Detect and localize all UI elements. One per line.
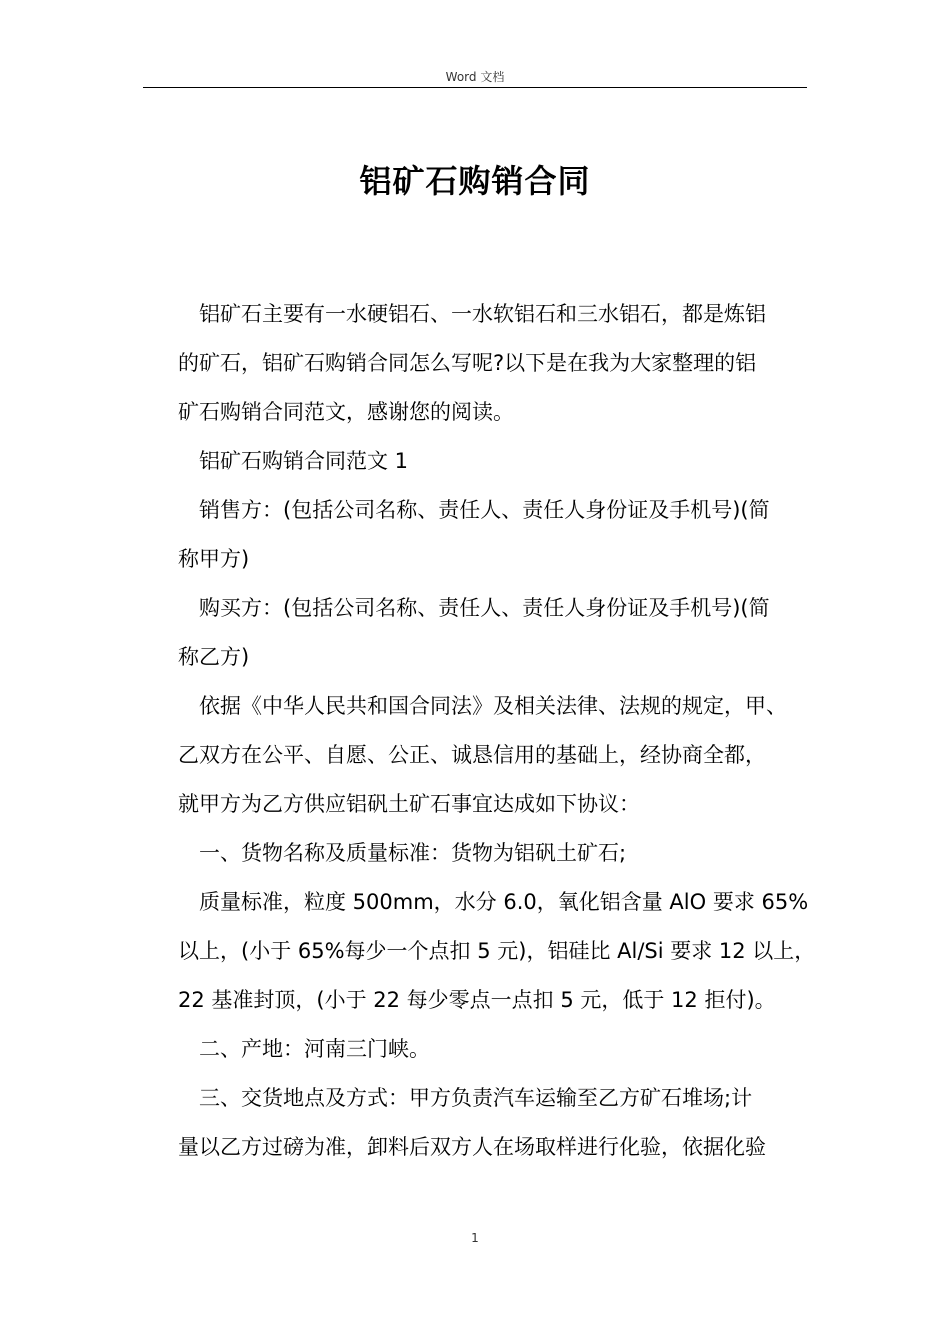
intro-paragraph: 铝矿石主要有一水硬铝石、一水软铝石和三水铝石，都是炼铝 的矿石，铝矿石购销合同怎么写呢?以下是在我为大家整理的铝 矿石购销合同范文，感谢您的阅读。	[178, 302, 766, 424]
page-number: 1	[471, 1231, 479, 1245]
sample-heading: 铝矿石购销合同范文 1	[199, 449, 409, 473]
clause-3-paragraph: 三、交货地点及方式：甲方负责汽车运输至乙方矿石堆场;计 量以乙方过磅为准，卸料后双方人在场取样进行化验，依据化验	[178, 1086, 766, 1159]
document-body	[178, 290, 818, 1172]
document-title: 铝矿石购销合同	[359, 162, 591, 200]
buyer-paragraph: 购买方：(包括公司名称、责任人、责任人身份证及手机号)(简 称乙方)	[178, 596, 770, 669]
seller-paragraph: 销售方：(包括公司名称、责任人、责任人身份证及手机号)(简 称甲方)	[178, 498, 770, 571]
header-divider	[143, 87, 807, 88]
page-header: Word 文档	[445, 70, 505, 84]
basis-paragraph: 依据《中华人民共和国合同法》及相关法律、法规的规定，甲、 乙双方在公平、自愿、公正、诚恳信用的基础上，经协商全都， 就甲方为乙方供应铝矾土矿石事宜达成如下协议：	[178, 694, 787, 816]
quality-standard-paragraph: 质量标准，粒度 500mm，水分 6.0，氧化铝含量 AlO 要求 65% 以上，(小于 65%每少一个点扣 5 元)，铝硅比 Al/Si 要求 12 以上， 22 基准封顶，(小于 22 每少零点一点扣 5 元，低于 12 拒付)。	[178, 890, 816, 1012]
clause-1-paragraph: 一、货物名称及质量标准：货物为铝矾土矿石;	[199, 841, 627, 865]
clause-2-paragraph: 二、产地：河南三门峡。	[199, 1037, 430, 1061]
